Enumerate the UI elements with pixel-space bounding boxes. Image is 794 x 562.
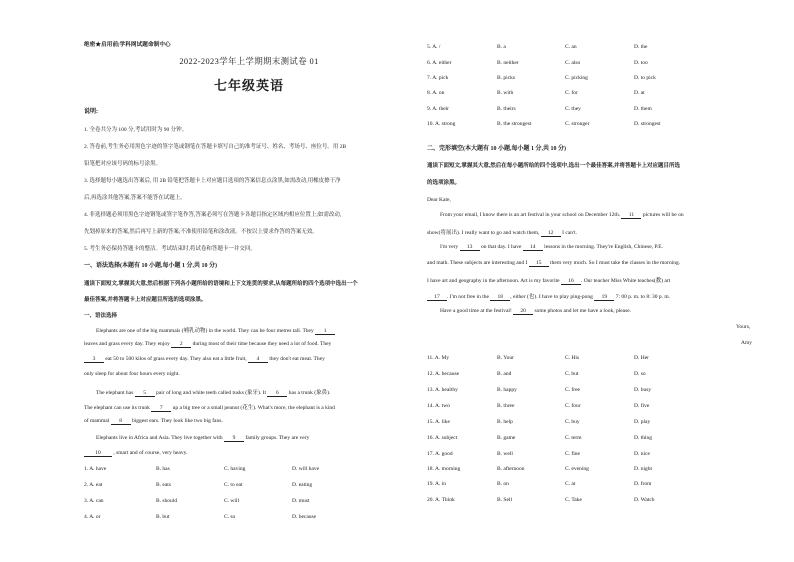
passage-line: 3 eat 50 to 500 kilos of grass every day. They also eat a little fruit, 4 they don't eat meat. They	[84, 356, 325, 363]
blank-7: 7	[151, 405, 171, 412]
letter-line: and math. These subjects are interesting and I 15 them very much. So I must take the classes in the morning.	[427, 260, 681, 266]
passage-line: leaves and grass every day. They enjoy 2 during most of their time because they need a lot of food. They	[84, 341, 332, 347]
passage-line: 10 , smart and of course, very heavy.	[84, 450, 187, 457]
part1-direction: 最佳答案,并将答题卡上对应题目所选的选项涂黑。	[84, 297, 207, 303]
part2-direction: 通读下面短文,掌握其大意,然后在每小题所给的四个选项中,选出一个最佳答案,并将答题卡上对应题目所选	[427, 163, 681, 169]
blank-2: 2	[171, 341, 191, 348]
instructions-heading: 说明:	[84, 109, 98, 115]
blank-15: 15	[529, 260, 549, 267]
instruction-item: 1. 全卷共分为 100 分,考试用时为 90 分钟。	[84, 127, 188, 133]
blank-9: 9	[224, 435, 244, 442]
secret-label: 绝密★启用前|学科网试题命制中心	[84, 42, 171, 48]
blank-16: 16	[561, 278, 581, 285]
letter-line: I'm very 13 on that day. I have 14 lessons in the morning. They're English, Chinese, P.E.	[440, 244, 663, 250]
blank-10: 10	[84, 450, 112, 457]
letter-signature: Amy	[741, 340, 752, 346]
letter-closing: Yours,	[736, 324, 751, 330]
part1-subheading: 一、语法选择	[84, 313, 118, 319]
blank-19: 19	[594, 294, 614, 301]
blank-5: 5	[135, 390, 155, 397]
instruction-item: 后,再选涂其他答案,答案不能答在试题上。	[84, 195, 186, 201]
blank-4: 4	[248, 356, 268, 363]
instruction-item: 5. 考生务必保持答题卡的整洁。考试结束时,将试卷和答题卡一并交回。	[84, 246, 256, 252]
instruction-item: 先划掉原来的答案,然后再写上新的答案;不准使用铅笔和涂改液。不按以上要求作答的答案无效。	[84, 229, 318, 235]
letter-line: From your email, I know there is an art festival in your school on December 12th. 11 pictures will be on	[440, 212, 684, 218]
passage-line: only sleep for about four hours every night.	[84, 371, 180, 377]
blank-11: 11	[621, 212, 641, 219]
part2-heading: 二、完形填空(本大题有 10 小题,每小题 1 分,共 10 分)	[427, 146, 566, 152]
blank-17: 17	[427, 294, 447, 301]
letter-greeting: Dear Kate,	[427, 197, 451, 203]
instruction-item: 铅笔把对应该号码的标号涂黑。	[84, 161, 162, 167]
letter-line: Have a good time at the festival! 20 some photos and let me have a look, please.	[440, 308, 632, 314]
passage-line: The elephant has 5 pair of long and white teeth called tusks (象牙). It 6 has a trunk (象鼻).	[96, 390, 331, 396]
blank-18: 18	[490, 294, 510, 301]
blank-14: 14	[523, 244, 543, 251]
instruction-item: 2. 答卷前,考生务必用黑色字迹的签字笔或钢笔在答题卡填写自己的准考证号、姓名、考场号、座位号。用 2B	[84, 144, 347, 150]
instruction-item: 4. 非选择题必须用黑色字迹钢笔或签字笔作答,答案必须写在答题卡各题目指定区域内相应位置上;如需改动,	[84, 212, 342, 218]
exam-subtitle: 七年级英语	[213, 78, 284, 93]
part1-heading: 一、语法选择(本题有 10 小题,每小题 1 分,共 10 分)	[84, 263, 217, 269]
blank-12: 12	[541, 230, 561, 237]
passage-line: The elephant can use its trunk 7 up a big tree or a small peanut (花生). What's more, the elephant is a kind	[84, 405, 335, 411]
passage-line: Elephants are one of the big mammals (哺乳动物) in the world. They can be four metres tall. They 1	[96, 326, 335, 335]
instruction-item: 3. 选择题每小题选出答案后, 用 2B 铅笔把答题卡上对应题目选项的答案信息点涂黑,如需改动,用橡皮擦干净	[84, 178, 341, 184]
blank-20: 20	[513, 308, 533, 315]
passage-line: of mammal 8 biggest ears. They look like two big fans.	[84, 418, 223, 424]
blank-8: 8	[111, 418, 131, 425]
passage-line: Elephants live in Africa and Asia. They live together with 9 family groups. They are very	[96, 435, 310, 441]
part1-direction: 通读下面短文,掌握其大意,然后根据下列各小题所给的语境和上下文连贯的要求,从每题所给的四个选项中选出一个	[84, 281, 358, 287]
exam-title: 2022-2023学年上学期期末测试卷 01	[179, 57, 319, 66]
blank-1: 1	[315, 328, 335, 335]
blank-3: 3	[84, 356, 104, 363]
exam-page: 绝密★启用前|学科网试题命制中心 2022-2023学年上学期期末测试卷 01 七年级英语 说明: 1. 全卷共分为 100 分,考试用时为 90 分钟。 2. 答卷前,考生务必用黑色字迹的签字笔或钢笔在答题卡填写自己的准考证号、姓名、考场号、座位号。用 2B 铅笔把对应该号码的标号涂黑。 3. 选择题每小题选出答案后, 用 2B 铅笔把答题卡上对应题目选项的答案信息点涂黑,如需改动,用橡皮擦干净 后,再选涂其他答案,答案不能答在试题上。 4. 非选择题必须用黑色字迹钢笔或签字笔作答,答案必须写在答题卡各题目指定区域内相应位置上;如需改动, 先划掉原来的答案,然后再写上新的答案;不准使用铅笔和涂改液。不按以上要求作答的答案无效。 5. 考生务必保持答题卡的整洁。考试结束时,将试卷和答题卡一并交回。 一、语法选择(本题有 10 小题,每小题 1 分,共 10 分) 通读下面短文,掌握其大意,然后根据下列各小题所给的语境和上下文连贯的要求,从每题所给的四个选项中选出一个 最佳答案,并将答题卡上对应题目所选的选项涂黑。 一、语法选择 Elephants are one of the big mammals (哺乳动物) in the world. They can be four metres tall. They 1 leaves and grass every day. They enjoy 2 during most of their time because they need a lot of food. They 3 eat 50 to 500 kilos of grass every day. They also eat a little fruit, 4 they don't eat meat. They only sleep for about four hours every night. The elephant has 5 pair of long and white teeth called tusks (象牙). It 6 has a trunk (象鼻). The elephant can use its trunk 7 up a big tree or a small peanut (花生). What's more, the elephant is a kind of mammal 8 biggest ears. They look like two big fans. Elephants live in Africa and Asia. They live together with 9 family groups. They are very 10 , smart and of course, very heavy. 1. A. have B. has C. having D. will have 2. A. eat B. eats C. to eat D. eating 3. A. can B. should C. will D. must 4. A. or B. but C. so D. because 5. A. / B. a C. an D. the 6. A. either B. neither C. also D. too 7. A. pick B. picks C. picking D. to pick 8. A. on B. with C. for D. at 9. A. their B. theirs C. they D. them 10. A. strong B. the strongest C. stronger D. strongest 二、完形填空(本大题有 10 小题,每小题 1 分,共 10 分) 通读下面短文,掌握其大意,然后在每小题所给的四个选项中,选出一个最佳答案,并将答题卡上对应题目所选 的选项涂黑。 Dear Kate, From your email, I know there is an art festival in your school on December 12th. 11 pictures will be on show(将展出). I really want to go and watch them, 12 I can't. I'm very 13 on that day. I have 14 lessons in the morning. They're English, Chinese, P.E. and math. These subjects are interesting and I 15 them very much. So I must take the classes in the morning. I have art and geography in the afternoon. Art is my favorite 16 . Our teacher Miss White teaches(教) art 17 . I'm not free in the 18 , either (也). I have to play ping-pong 19 7: 00 p. m. to 8: 30 p. m. Have a good time at the festival! 20 some photos and let me have a look, please. Yours, Amy 11. A. My B. Your C. His D. Her 12. A. because B. and C. but D. so 13. A. healthy B. happy C. free D. busy 14. A. two B. three C. four D. five 15. A. like B. help C. buy D. play 16. A. subject B. game C. term D. thing 17. A. good B. well C. fine D. nice 18. A. morning B. afternoon C. evening D. night 19. A. in B. on C. at D. from 20. A. Think B. Sell C. Take D. Watch	[84, 42, 752, 520]
part2-direction: 的选项涂黑。	[427, 180, 461, 186]
blank-13: 13	[460, 244, 480, 251]
letter-line: 17 . I'm not free in the 18 , either (也). I have to play ping-pong 19 7: 00 p. m. to 8: 30 p. m.	[427, 292, 670, 301]
blank-6: 6	[267, 390, 287, 397]
letter-line: show(将展出). I really want to go and watch them, 12 I can't.	[427, 230, 577, 236]
letter-line: I have art and geography in the afternoon. Art is my favorite 16 . Our teacher Miss White teaches(教) art	[427, 278, 671, 284]
